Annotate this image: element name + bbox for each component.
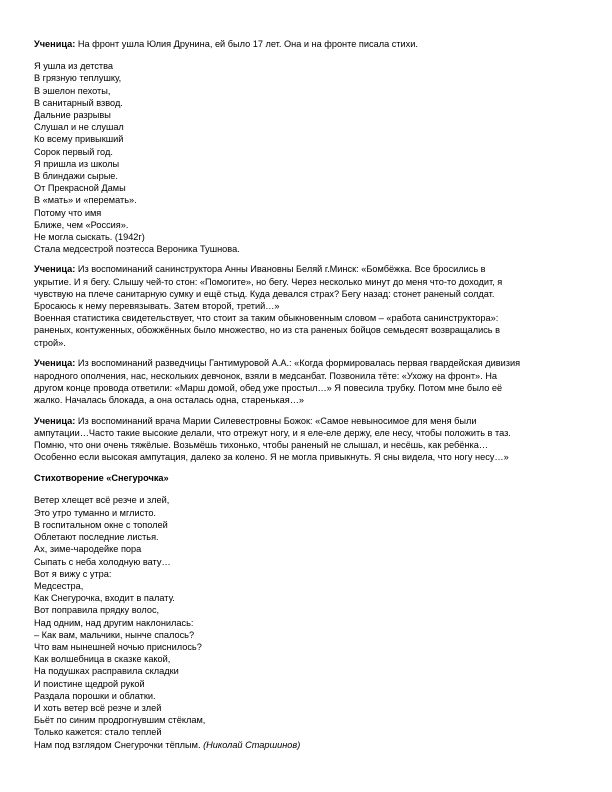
paragraph-line: укрытие. И я бегу. Слышу чей-то стон: «Помогите», но бегу. Через несколько минут до меня что-то доходит, я <box>34 276 503 287</box>
poem-line: Вот поправила прядку волос, <box>34 605 160 616</box>
paragraph-line: Особенно если высокая ампутация, далеко за колено. Я не могла привыкнуть. Я сны видела, что ногу несу…» <box>34 452 509 463</box>
poem-line: Я ушла из детства <box>34 61 114 72</box>
paragraph-line: народного ополчения, нас, нескольких девчонок, взяли в медсанбат. Позвонила тёте: «Ухожу на фронт». На <box>34 370 497 381</box>
speaker-label: Ученица: <box>34 358 76 369</box>
paragraph-line: строй». <box>34 337 66 348</box>
poem-line: Ах, зиме-чародейке пора <box>34 544 142 555</box>
poem-line: В блиндажи сырые. <box>34 171 118 182</box>
poem-line: Вот я вижу с утра: <box>34 568 112 579</box>
poem-line: Не могла сыскать. (1942г) <box>34 232 145 243</box>
poem-line: Ветер хлещет всё резче и злей, <box>34 495 170 506</box>
poem-line: Потому что имя <box>34 207 102 218</box>
poem-line: Слушал и не слушал <box>34 122 124 133</box>
paragraph-line: раненых, контуженных, обожжённых было множество, но из ста раненых бойцов семьдесят возвращались в <box>34 325 501 336</box>
paragraph-line: Из воспоминаний разведчицы Гантимуровой А.А.: «Когда формировалась первая гвардейская дивизия <box>75 358 521 369</box>
poem-line: Сыпать с неба холодную вату… <box>34 556 171 567</box>
poem-line: Ко всему привыкший <box>34 134 124 145</box>
poem-line: Я пришла из школы <box>34 158 120 169</box>
poem-line: Что вам нынешней ночью приснилось? <box>34 641 202 652</box>
poem-line: Дальние разрывы <box>34 110 111 121</box>
memoir-gantimurova-paragraph <box>34 357 572 406</box>
poem-line: В санитарный взвод. <box>34 97 123 108</box>
poem-line: В грязную теплушку, <box>34 73 122 84</box>
poem-line: И поистине щедрой рукой <box>34 678 145 689</box>
poem-line: Нам под взглядом Снегурочки тёплым. <box>34 739 201 750</box>
poem-line: Ближе, чем «Россия». <box>34 219 129 230</box>
poem-line: И хоть ветер всё резче и злей <box>34 702 162 713</box>
poem-line: Это утро туманно и мглисто. <box>34 507 156 518</box>
poem-line: Раздала порошки и облатки. <box>34 690 156 701</box>
poem-line: Бьёт по синим продрогнувшим стёклам, <box>34 715 206 726</box>
poem-line: От Прекрасной Дамы <box>34 183 126 194</box>
poem-line: В эшелон пехоты, <box>34 85 111 96</box>
poem-author: (Николай Старшинов) <box>203 739 301 750</box>
paragraph-line: другом конце провода ответили: «Марш домой, обед уже простыл…» Я повесила трубку. Потом мне было её <box>34 382 503 393</box>
paragraph-line: Помню, что они очень тяжёлые. Возьмёшь тихонько, чтобы раненый не слышал, и несёшь, как ребёнка… <box>34 440 489 451</box>
poem-line: Облетают последние листья. <box>34 532 159 543</box>
poem-line: Только кажется: стало теплей <box>34 727 162 738</box>
poem-line: Сорок первый год. <box>34 146 113 157</box>
paragraph-line: Из воспоминаний врача Марии Силевестровны Божок: «Самое невыносимое для меня были <box>75 415 477 426</box>
paragraph-line: чувствую на плече санитарную сумку и ещё стыд. Куда девался страх? Бегу назад: стонет раненый солдат. <box>34 288 495 299</box>
poem-line: Стала медсестрой поэтесса Вероника Тушнова. <box>34 244 240 255</box>
poem-line: На подушках расправила складки <box>34 666 179 677</box>
memoir-belyai-paragraph <box>34 263 572 348</box>
paragraph-line: Из воспоминаний санинструктора Анны Ивановны Беляй г.Минск: «Бомбёжка. Все бросились в <box>75 264 486 275</box>
poem-line: – Как вам, мальчики, нынче спалось? <box>34 629 195 640</box>
section-heading: Стихотворение «Снегурочка» <box>34 473 169 484</box>
paragraph-line: ампутации…Часто такие высокие делали, что отрежут ногу, и я еле-еле держу, еле несу, чтобы положить в таз. <box>34 428 511 439</box>
poem-line: В госпитальном окне с тополей <box>34 519 168 530</box>
poem-line: Над одним, над другим наклонилась: <box>34 617 194 628</box>
speaker-label: Ученица: <box>34 264 76 275</box>
poem-line: Как волшебница в сказке какой, <box>34 654 171 665</box>
intro-paragraph <box>34 38 572 50</box>
poem-line: Как Снегурочка, входит в палату. <box>34 593 175 604</box>
poem-line: В «мать» и «перемать». <box>34 195 137 206</box>
poem-snegurochka <box>34 494 572 750</box>
poem-line: Медсестра, <box>34 580 84 591</box>
poem-drunina <box>34 60 572 255</box>
paragraph-line: Бросаюсь к нему перевязывать. Затем второй, третий…» <box>34 301 280 312</box>
speaker-label: Ученица: <box>34 39 76 49</box>
paragraph-line: жалко. Началась блокада, а она осталась одна, старенькая…» <box>34 395 305 406</box>
intro-text: На фронт ушла Юлия Друнина, ей было 17 лет. Она и на фронте писала стихи. <box>75 39 418 49</box>
speaker-label: Ученица: <box>34 415 76 426</box>
memoir-bozhok-paragraph <box>34 415 572 464</box>
paragraph-line: Военная статистика свидетельствует, что стоит за таким обыкновенным словом – «работа санинструктора»: <box>34 313 499 324</box>
